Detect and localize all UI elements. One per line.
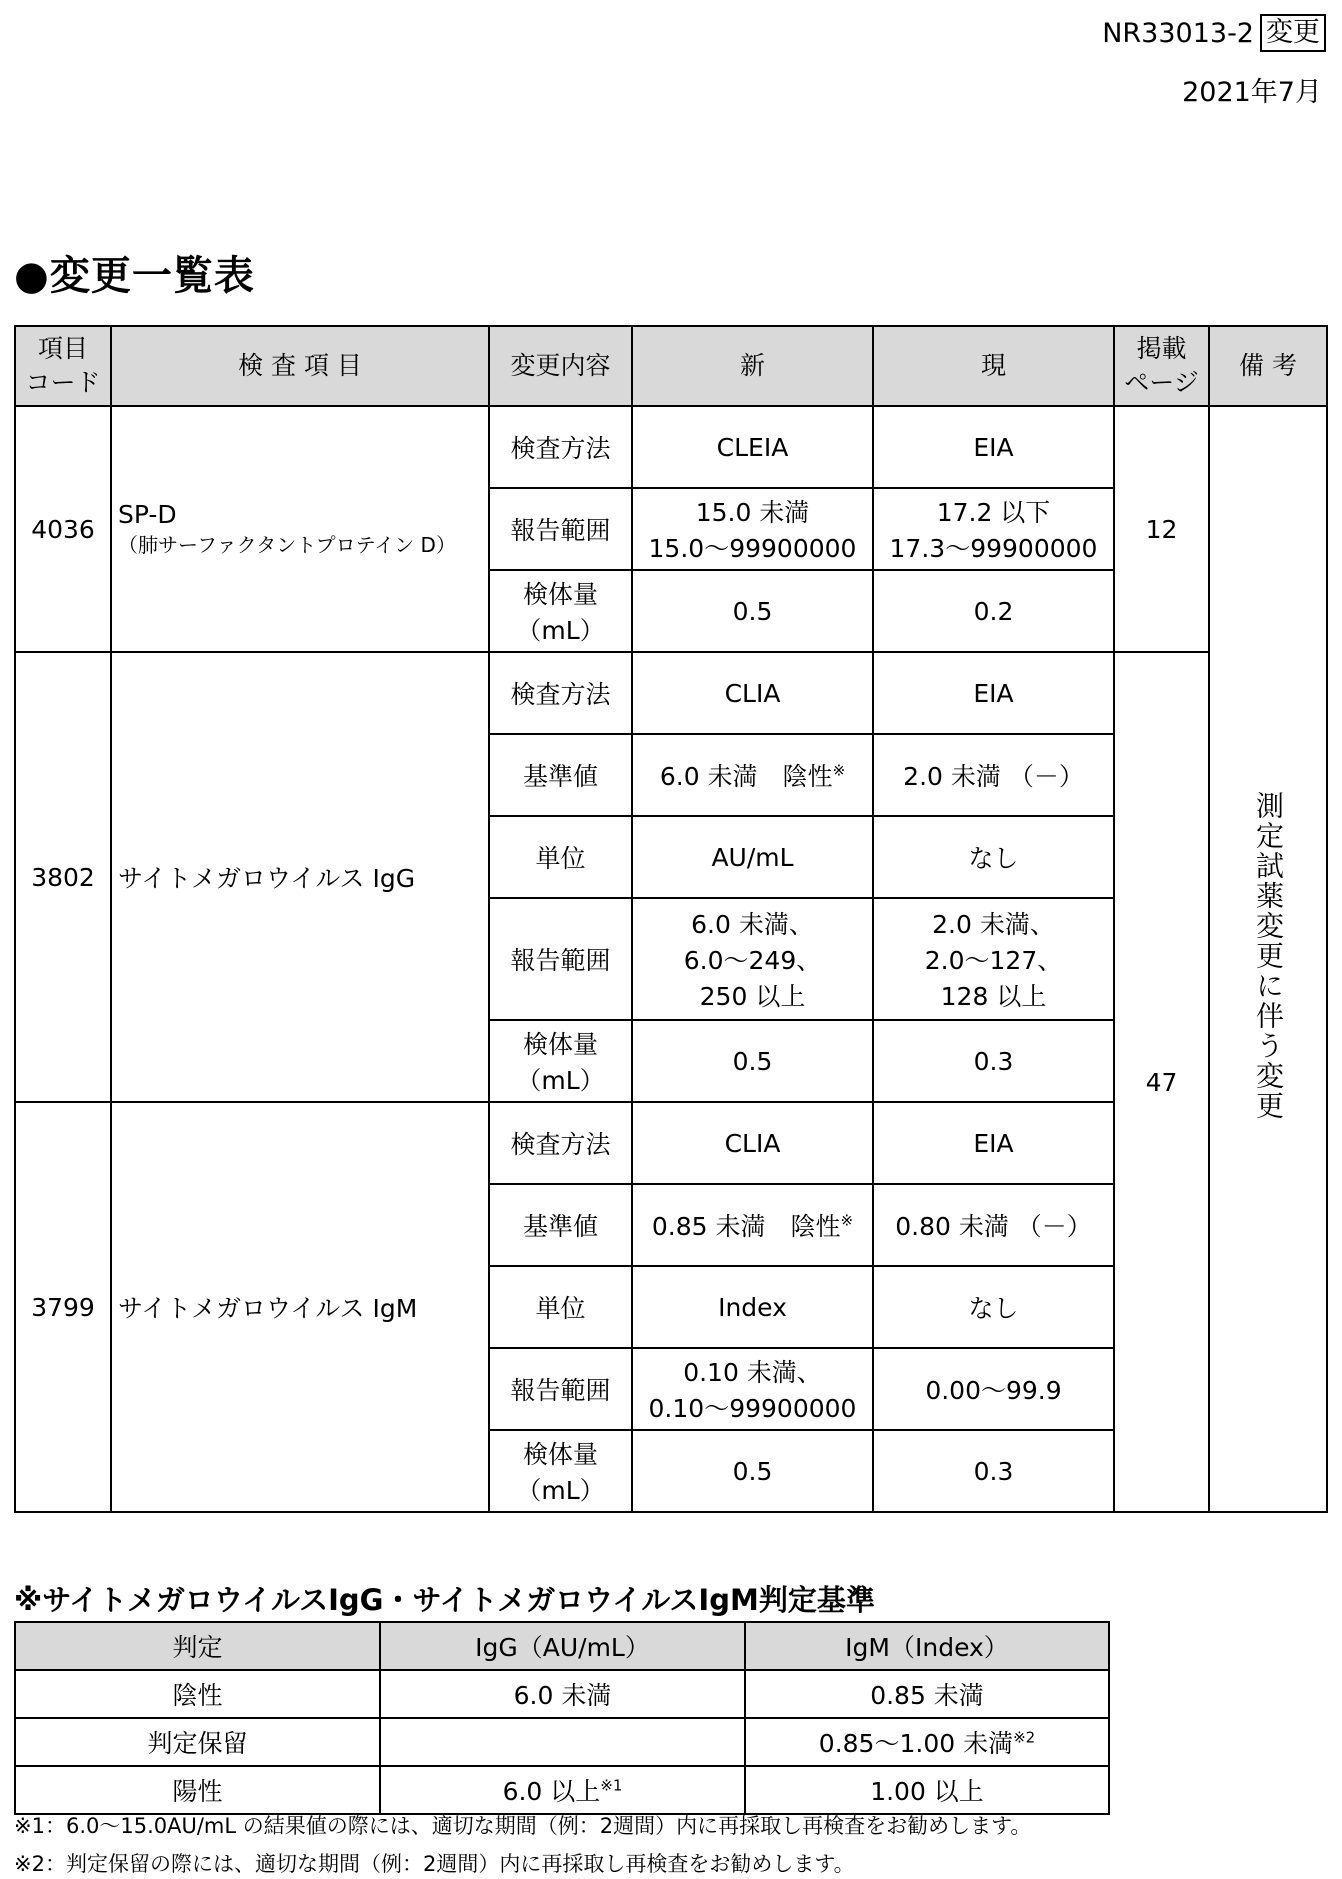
footnote-mark: ※2 bbox=[1013, 1728, 1036, 1747]
new-value: CLIA bbox=[632, 1102, 873, 1184]
criteria-header-igg: IgG（AU/mL） bbox=[380, 1622, 745, 1670]
header-current: 現 bbox=[873, 326, 1114, 406]
change-label: 単位 bbox=[489, 816, 632, 898]
document-type-badge: 変更 bbox=[1260, 14, 1326, 52]
current-value: EIA bbox=[873, 406, 1114, 488]
new-value: 6.0 未満、 6.0～249、 250 以上 bbox=[632, 898, 873, 1020]
document-number: NR33013-2 bbox=[1102, 17, 1254, 49]
footnote-mark: ※1 bbox=[600, 1776, 623, 1795]
change-label: 基準値 bbox=[489, 734, 632, 816]
page-number: 12 bbox=[1114, 406, 1209, 652]
judgment: 陰性 bbox=[15, 1670, 380, 1718]
item-code: 3799 bbox=[15, 1102, 111, 1512]
table-header-row bbox=[15, 326, 1327, 406]
new-value: 0.10 未満、 0.10～99900000 bbox=[632, 1348, 873, 1430]
current-value: なし bbox=[873, 1266, 1114, 1348]
new-value: 0.5 bbox=[632, 570, 873, 652]
current-value: 2.0 未満、 2.0～127、 128 以上 bbox=[873, 898, 1114, 1020]
new-value: 6.0 未満 陰性※ bbox=[632, 734, 873, 816]
judgment: 陽性 bbox=[15, 1766, 380, 1814]
new-value: CLIA bbox=[632, 652, 873, 734]
new-value: 0.5 bbox=[632, 1020, 873, 1102]
remarks-cell bbox=[1209, 406, 1327, 1512]
header-code: 項目 コード bbox=[15, 326, 111, 406]
criteria-row bbox=[15, 1766, 1109, 1814]
table-row bbox=[15, 652, 1327, 734]
criteria-row bbox=[15, 1718, 1109, 1766]
document-code bbox=[1102, 14, 1326, 52]
new-value: CLEIA bbox=[632, 406, 873, 488]
change-label: 単位 bbox=[489, 1266, 632, 1348]
current-value: 0.2 bbox=[873, 570, 1114, 652]
table-row bbox=[15, 406, 1327, 488]
igg-value: 6.0 以上$^{※1}$ bbox=[380, 1766, 745, 1814]
header-new: 新 bbox=[632, 326, 873, 406]
criteria-header-row bbox=[15, 1622, 1109, 1670]
new-value: AU/mL bbox=[632, 816, 873, 898]
igm-value: 0.85 未満 bbox=[745, 1670, 1109, 1718]
current-value: 0.3 bbox=[873, 1430, 1114, 1512]
criteria-header-igm: IgM（Index） bbox=[745, 1622, 1109, 1670]
current-value: EIA bbox=[873, 652, 1114, 734]
new-value: 0.85 未満 陰性※ bbox=[632, 1184, 873, 1266]
remarks-text: 測定試薬変更に伴う変更 bbox=[1252, 791, 1285, 1121]
current-value: 0.3 bbox=[873, 1020, 1114, 1102]
criteria-header-judgment: 判定 bbox=[15, 1622, 380, 1670]
change-label: 検体量 （mL） bbox=[489, 570, 632, 652]
change-label: 検査方法 bbox=[489, 1102, 632, 1184]
igm-value: 1.00 以上 bbox=[745, 1766, 1109, 1814]
change-label: 検査方法 bbox=[489, 652, 632, 734]
igm-value: 0.85～1.00 未満$^{※2}$ bbox=[745, 1718, 1109, 1766]
igg-value bbox=[380, 1718, 745, 1766]
item-name: サイトメガロウイルス IgG bbox=[111, 652, 489, 1102]
change-label: 報告範囲 bbox=[489, 488, 632, 570]
header-remarks: 備 考 bbox=[1209, 326, 1327, 406]
current-value: 2.0 未満 （－） bbox=[873, 734, 1114, 816]
change-label: 基準値 bbox=[489, 1184, 632, 1266]
current-value: 17.2 以下 17.3～99900000 bbox=[873, 488, 1114, 570]
change-label: 報告範囲 bbox=[489, 1348, 632, 1430]
new-value: 15.0 未満 15.0～99900000 bbox=[632, 488, 873, 570]
page-title: ●変更一覧表 bbox=[14, 253, 255, 299]
item-code: 4036 bbox=[15, 406, 111, 652]
new-value: Index bbox=[632, 1266, 873, 1348]
current-value: EIA bbox=[873, 1102, 1114, 1184]
footnote-mark: ※ bbox=[832, 761, 846, 780]
judgment: 判定保留 bbox=[15, 1718, 380, 1766]
header-page: 掲載 ページ bbox=[1114, 326, 1209, 406]
header-change: 変更内容 bbox=[489, 326, 632, 406]
item-name: サイトメガロウイルス IgM bbox=[111, 1102, 489, 1512]
header-item: 検 査 項 目 bbox=[111, 326, 489, 406]
new-value: 0.5 bbox=[632, 1430, 873, 1512]
footnote-mark: ※ bbox=[840, 1211, 854, 1230]
criteria-title: ※サイトメガロウイルスIgG・サイトメガロウイルスIgM判定基準 bbox=[14, 1583, 875, 1617]
change-label: 報告範囲 bbox=[489, 898, 632, 1020]
document-date: 2021年7月 bbox=[1182, 77, 1322, 108]
change-label: 検体量 （mL） bbox=[489, 1430, 632, 1512]
footnote-1: ※1：6.0～15.0AU/mL の結果値の際には、適切な期間（例：2週間）内に再採取し再検査をお勧めします。 bbox=[14, 1814, 1032, 1838]
item-name: SP-D （肺サーファクタントプロテイン D） bbox=[111, 406, 489, 652]
page-number: 47 bbox=[1114, 652, 1209, 1512]
change-label: 検査方法 bbox=[489, 406, 632, 488]
criteria-table bbox=[14, 1621, 1110, 1815]
igg-value: 6.0 未満 bbox=[380, 1670, 745, 1718]
current-value: 0.80 未満 （－） bbox=[873, 1184, 1114, 1266]
current-value: なし bbox=[873, 816, 1114, 898]
footnote-2: ※2：判定保留の際には、適切な期間（例：2週間）内に再採取し再検査をお勧めします。 bbox=[14, 1852, 855, 1876]
criteria-row bbox=[15, 1670, 1109, 1718]
current-value: 0.00～99.9 bbox=[873, 1348, 1114, 1430]
item-code: 3802 bbox=[15, 652, 111, 1102]
change-label: 検体量 （mL） bbox=[489, 1020, 632, 1102]
change-table bbox=[14, 325, 1328, 1513]
